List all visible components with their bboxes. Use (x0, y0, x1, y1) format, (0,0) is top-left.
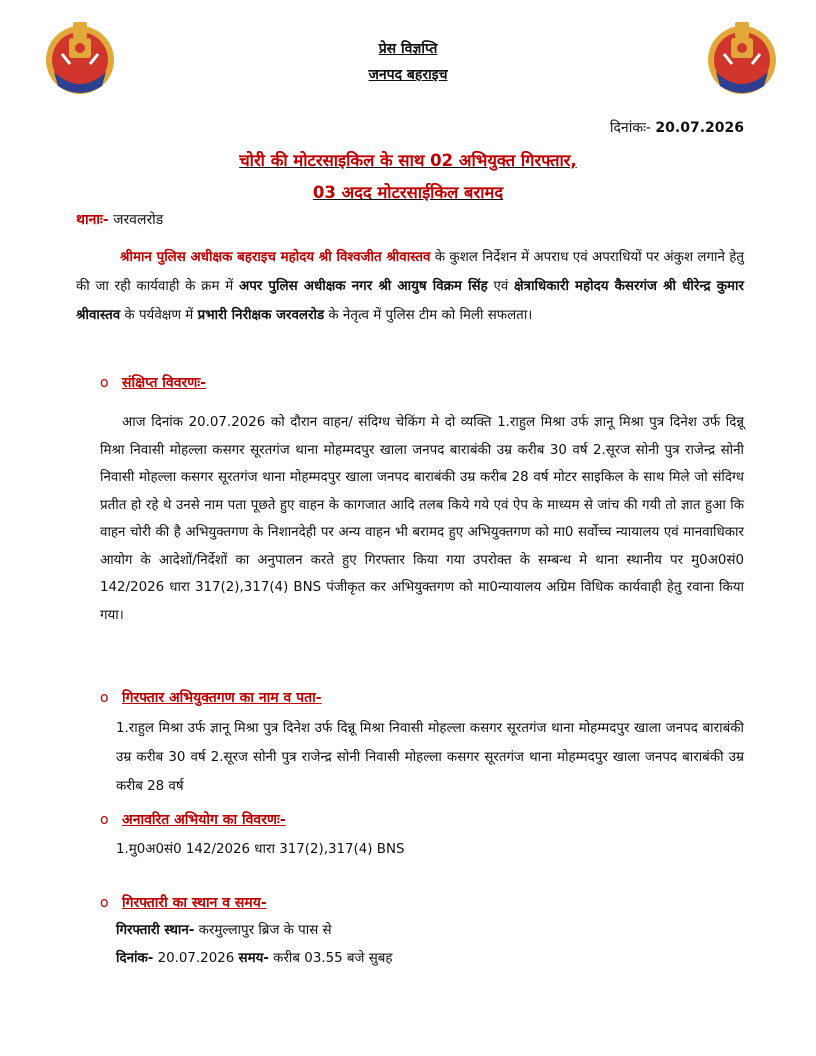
co-name: क्षेत्राधिकारी महोदय कैसरगंज श्री धीरेन्द्र कुमार श्रीवास्तव (76, 279, 744, 323)
summary-text: आज दिनांक 20.07.2026 को दौरान वाहन/ संदिग्ध चेकिंग मे दो व्यक्ति 1.राहुल मिश्रा उर्फ ज्ञानू मिश्रा पुत्र दिनेश उर्फ दिन्नू मिश्रा निवासी मोहल्ला कसगर सूरतगंज थाना मोहम्मदपुर खाला जनपद बाराबंकी उम्र करीब 30 वर्ष 2.सूरज सोनी पुत्र राजेन्द्र सोनी निवासी मोहल्ला कसगर सूरतगंज थाना मोहम्मदपुर खाला जनपद बाराबंकी उम्र करीब 28 वर्ष मोटर साइकिल के साथ मिले जो संदिग्ध प्रतीत हो रहे थे उनसे नाम पता पूछते हुए वाहन के कागजात आदि तलब किये गये एवं ऐप के माध्यम से जांच की गयी तो ज्ञात हुआ कि वाहन चोरी की है अभियुक्तगण के निशानदेही पर अन्य वाहन भी बरामद हुए अभियुक्तगण को मा0 सर्वोच्च न्यायालय एवं मानवाधिकार आयोग के आदेशों/निर्देशों का अनुपालन करते हुए गिरफ्तार किया गया उपरोक्त के सम्बन्ध मे थाना स्थानीय पर मु0अ0सं0 142/2026 धारा 317(2),317(4) BNS पंजीकृत कर अभियुक्तगण को मा0न्यायालय अग्रिम विधिक कार्यवाही हेतु रवाना किया गया। (100, 415, 744, 623)
inspector-name: प्रभारी निरीक्षक जरवलरोड (197, 308, 325, 323)
bullet-icon: o (100, 812, 109, 828)
arrest-details (116, 917, 760, 973)
intro-text-3: के पर्यवेक्षण में (120, 308, 198, 323)
district-name: जनपद बहराइच (368, 67, 448, 83)
date-label: दिनांकः- (609, 120, 651, 136)
sp-name: श्रीमान पुलिस अधीक्षक बहराइच महोदय श्री विश्वजीत श्रीवास्तव (120, 250, 431, 265)
headline (0, 145, 816, 209)
arrest-date-label: दिनांक- (116, 951, 154, 966)
case-title: अनावरित अभियोग का विवरणः- (122, 812, 286, 828)
intro-text-4: के नेतृत्व में पुलिस टीम को मिली सफलता। (324, 308, 533, 323)
arrest-title: गिरफ्तारी का स्थान व समय- (122, 895, 267, 911)
date-line (610, 118, 744, 137)
arrest-place-label: गिरफ्तारी स्थान- (116, 923, 195, 938)
bullet-icon: o (100, 375, 109, 391)
case-text: 1.मु0अ0सं0 142/2026 धारा 317(2),317(4) BNS (116, 842, 405, 857)
press-release-title: प्रेस विज्ञप्ति (378, 41, 438, 57)
arrest-heading (100, 893, 267, 912)
case-heading (100, 810, 286, 829)
arrest-place-value: करमुल्लापुर ब्रिज के पास से (194, 923, 332, 938)
arrest-time-label: समय- (238, 951, 269, 966)
accused-title: गिरफ्तार अभियुक्तगण का नाम व पता- (122, 690, 322, 706)
headline-line-2: 03 अदद मोटरसाईकिल बरामद (312, 183, 504, 202)
arrest-place-line (116, 917, 760, 945)
accused-heading (100, 688, 322, 707)
bullet-icon: o (100, 895, 109, 911)
headline-line-1: चोरी की मोटरसाइकिल के साथ 02 अभियुक्त गिरफ्तार, (239, 151, 577, 170)
date-value: 20.07.2026 (655, 120, 744, 136)
summary-heading (100, 373, 206, 392)
accused-text: 1.राहुल मिश्रा उर्फ ज्ञानू मिश्रा पुत्र दिनेश उर्फ दिन्नू मिश्रा निवासी मोहल्ला कसगर सूरतगंज थाना मोहम्मदपुर खाला जनपद बाराबंकी उम्र करीब 30 वर्ष 2.सूरज सोनी पुत्र राजेन्द्र सोनी निवासी मोहल्ला कसगर सूरतगंज थाना मोहम्मदपुर खाला जनपद बाराबंकी उम्र करीब 28 वर्ष (116, 721, 744, 794)
intro-paragraph (76, 243, 744, 330)
arrest-time-line (116, 945, 760, 973)
arrest-time-value: करीब 03.55 बजे सुबह (268, 951, 393, 966)
intro-text-1: के कुशल निर्देशन में अपराध एवं अपराधियों पर अंकुश लगाने हेतु की जा रही कार्यवाही के क्रम में (76, 250, 744, 294)
asp-name: अपर पुलिस अधीक्षक नगर श्री आयुष विक्रम सिंह (238, 279, 488, 294)
police-station-line (76, 210, 163, 229)
police-station-label: थानाः- (76, 212, 109, 228)
summary-title: संक्षिप्त विवरणः- (122, 375, 206, 391)
bullet-icon: o (100, 690, 109, 706)
intro-text-2: एवं (487, 279, 515, 294)
arrest-date-value: 20.07.2026 (153, 951, 239, 966)
press-release-header (0, 36, 816, 88)
police-station-value: जरवलरोड (113, 212, 164, 228)
